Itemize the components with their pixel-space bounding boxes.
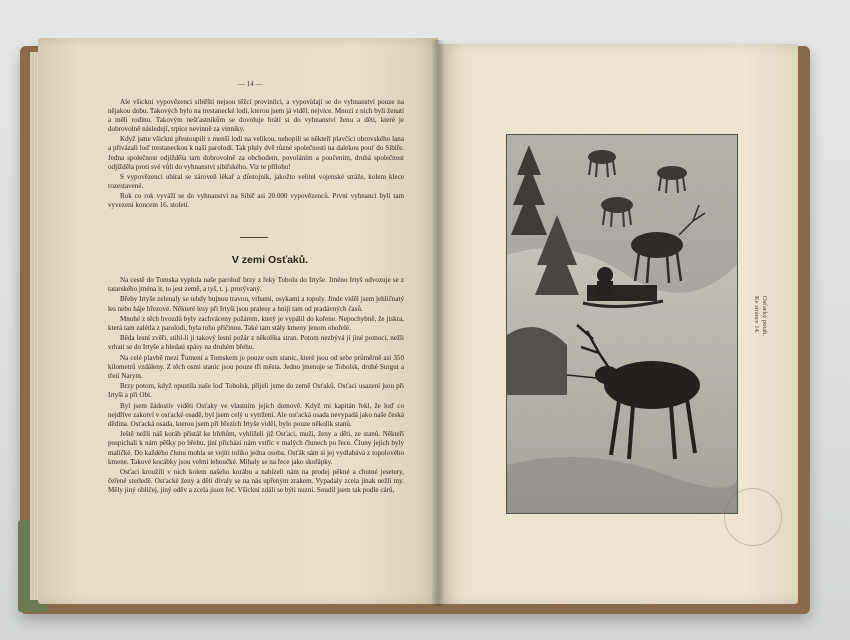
paragraph: Brzy potom, když opustila naše loď Tobolsk, přijeli jsme do země Osťaků. Osťaci usazení jsou při Irtyši a při Obi. (108, 382, 404, 400)
reindeer-sled-engraving (507, 135, 737, 513)
engraving-plate (506, 134, 738, 514)
intro-text (108, 98, 404, 211)
book-gutter (432, 40, 444, 606)
paragraph: Běda lesní zvěři, stihl-li ji takový lesní požár z několika stran. Potom nezbývá jí jiné pomoci, nežli vrhati se do Irtyše a hledati spásy na druhém břehu. (108, 334, 404, 352)
plate-caption-title: Osťacký potah. (761, 296, 768, 336)
page-number: — 14 — (238, 80, 263, 88)
paragraph: Rok co rok vyváží se do vyhnanství na Sibiř asi 20.000 vypovězenců. První vyhnanci byli tam vyvezení koncem 16. století. (108, 191, 404, 210)
paragraph: Byl jsem žádostiv viděti Osťaky ve vlastním jejich domově. Když mi kapitán řekl, že loď co nejdříve zakotví v osťacké osadě, byl jsem celý u vytržení. Ale osťacká osada nevypadá jako naše česká dědina. Osťacká osada, kterou jsem při březích Irtyše viděl, bylo pouze několik stanů. (108, 401, 404, 429)
paragraph: Na cestě do Tomska vyplula naše paroloď brzy z řeky Tobolu do Irtyše. Jméno Irtyš odvozuje se z tatarského jména ir, to jest země, a tyš, t. j. prorývaný. (108, 276, 404, 294)
paragraph: Osťaci kroužili v nich kolem našeho korábu a nabízeli nám na prodej pěkné a chutné jesetery, čeřené sterledě. Osťacké ženy a děti dívaly se na nás upřeným zrakem. Vypadaly zcela jinak nežli my. Měly jiný obličej, jiný oděv a zcela jison řeč. Všickni zdáli se býti nuzní. Soudil jsem tak podle cárů, (108, 468, 404, 495)
section-divider (240, 237, 268, 238)
plate-caption (752, 296, 768, 336)
library-stamp (724, 488, 782, 546)
section-text (108, 276, 404, 497)
paragraph: Mnohé z těch hvozdů byly zachváceny požárem, který je vypálil do kořene. Nepochybně, že jiskra, která tam zalétla z parolodi, byla toho příčinou. Také tam stály kmeny jenom ohořelé. (108, 314, 404, 333)
plate-caption-page: Ke stránce 14. (753, 296, 760, 334)
paragraph: Když jsme všickni přestoupili z menší lodi na velikou, nehopili se někteří plavčíci obrovského lana a přivázali loď trestaneckou k naší parolodi. Tak pluly dvě různé společnosti na dalekou pouť do Sibiře. Jedna společnost odjížděla tam dobrovolně za obchodem, povoláním a poučením, druhá společnost odjížděla proti své vůli do vyhnanství sibiřského. Viz te přílohu! (108, 135, 404, 171)
paragraph: Břehy Irtyše zelenaly se tehdy bujnou travou, vrbami, osykami a topoly. Jinde viděl jsem jehličnatý les nebo háje březové. Některé lesy při Irtyši jsou pralesy a hnijí tam od pradávných časů. (108, 295, 404, 313)
paragraph: Ještě nežli náš koráb přistál ke břehům, vyhlíželi již Osťaci, muži, ženy a děti, ze stanů. Někteří pospíchali k nám pěšky po břehu, jiní přichází nám vstříc v malých člunech po řece. Čluny jejich byly maličké. Do každého člunu mohla se vejíti toliko jedna osoba. Osťák sám si jej vydlabává z topolového kmene. Takové kocábky jsou velmi lehoučké. Mihaly se na řece jako skořápky. (108, 430, 404, 466)
section-title: V zemi Osťaků. (231, 254, 309, 266)
paragraph: Na celé plavbě mezi Ťumení a Tomskem je pouze osm stanic, které jsou od sebe průměrně asi 350 kilometrů vzdáleny. Z těch osmi stanic jsou pouze tři města. Jedno jmenuje se Tobolsk, druhé Surgut a třetí Narym. (108, 353, 404, 381)
paragraph: S vypovězenci ubíral se zároveň lékař a důstojník, jakožto velitel vojenské stráže, kolem klece rozestavené. (108, 172, 404, 190)
paragraph: Ale všickni vypovězenci sibiřští nejsou těžcí provinilci, a vypovídají se do vyhnanství pouze na nějakou dobu. Takových bylo na trestanecké lodi, kterou jsem já viděl, nejvíce. Mnozí z nich byli ženatí a měli rodinu. Takovým nešťastníkům se dovoluje brátí si do vyhnanství ženu a děti, které je dobrovolně následují, trpíce nevinně za vinníky. (108, 98, 404, 134)
